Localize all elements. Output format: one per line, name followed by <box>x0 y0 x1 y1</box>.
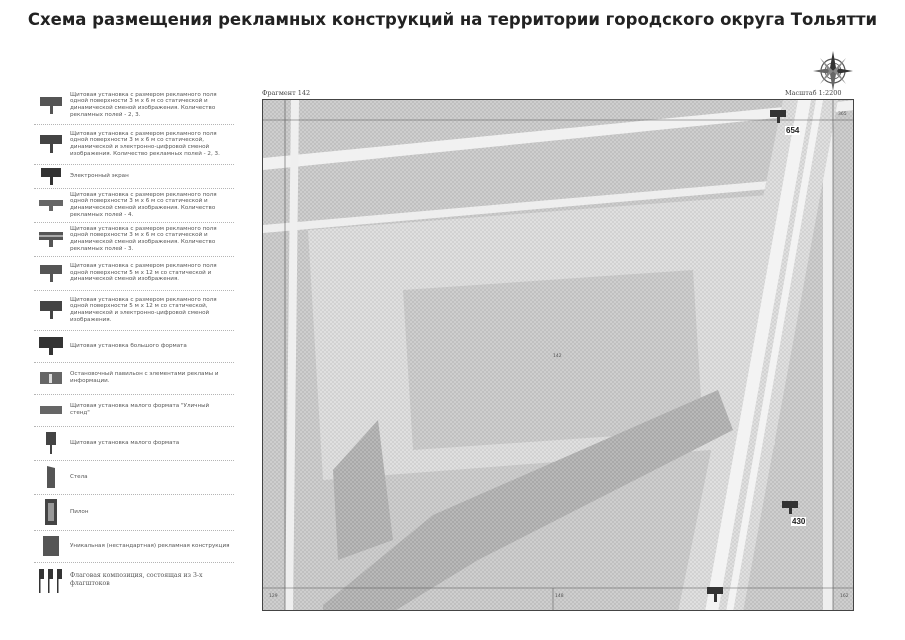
legend-item-billboard-double-digital <box>34 124 234 165</box>
flag-composition-icon <box>34 564 68 596</box>
stele-icon <box>34 461 68 493</box>
board-label-654[interactable]: 654 <box>786 126 800 135</box>
legend-item-small-format <box>34 426 234 461</box>
grid-number-bottom-mid: 148 <box>555 594 564 599</box>
billboard-quad-icon <box>34 189 68 221</box>
legend-item-billboard-quad <box>34 188 234 223</box>
legend-text: Щитовая установка малого формата "Уличный стенд" <box>70 403 210 416</box>
legend-text: Щитовая установка большого формата <box>70 342 187 349</box>
legend-text: Пилон <box>70 508 89 515</box>
billboard-large-digital-icon <box>34 294 68 326</box>
legend-item-billboard-triple <box>34 222 234 257</box>
grid-number-bottom-right: 162 <box>840 594 849 599</box>
legend-item-street-stand <box>34 394 234 427</box>
bus-stop-pavilion-icon <box>34 362 68 394</box>
legend-text: Щитовая установка с размером рекламного поля одной поверхности 3 м х 6 м со статической и динамической сменой изображения. Количество рекламных полей - 4. <box>70 191 217 218</box>
pylon-icon <box>34 496 68 528</box>
map-center-number: 142 <box>553 354 562 359</box>
board-label-430[interactable]: 430 <box>792 517 806 526</box>
small-format-board-icon <box>34 427 68 459</box>
legend-text: Уникальная (нестандартная) рекламная конструкция <box>70 542 230 549</box>
grid-number-top-right: 365 <box>838 112 847 117</box>
legend-item-flags <box>34 562 234 598</box>
legend-item-large-format <box>34 330 234 363</box>
legend-item-billboard-double <box>34 86 234 125</box>
legend-item-billboard-large <box>34 256 234 291</box>
legend-text: Щитовая установка с размером рекламного поля одной поверхности 3 м х 6 м со статической и динамической сменой изображения. Количество рекламных полей - 3. <box>70 225 217 252</box>
legend-text: Остановочный павильон с элементами рекламы и информации. <box>70 371 219 384</box>
map-view[interactable] <box>262 99 854 611</box>
fragment-label: Фрагмент 142 <box>262 89 311 97</box>
legend-text: Электронный экран <box>70 172 129 179</box>
street-stand-icon <box>34 394 68 426</box>
unique-structure-icon <box>34 530 68 562</box>
legend-item-unique <box>34 530 234 563</box>
legend-item-bus-stop <box>34 362 234 395</box>
legend-item-billboard-large-digital <box>34 290 234 331</box>
page-title: Схема размещения рекламных конструкций на территории городского округа Тольятти <box>27 10 878 29</box>
grid-number-bottom-left: 129 <box>269 594 278 599</box>
legend-text: Щитовая установка с размером рекламного поля одной поверхности 3 м х 6 м со статической и динамической сменой изображения. Количество рекламных полей - 2, 3. <box>70 91 217 118</box>
legend-text: Щитовая установка с размером рекламного поля одной поверхности 5 м х 12 м со статической, динамической и электронно-цифровой сменой изображения. <box>70 296 217 323</box>
road-right-edge <box>823 100 833 611</box>
legend-text: Щитовая установка с размером рекламного поля одной поверхности 3 м х 6 м со статической, динамической и электронно-цифровой сменой изображения. Количество рекламных полей - 2, 3. <box>70 130 220 157</box>
legend-text: Стела <box>70 473 88 480</box>
legend-text: Щитовая установка с размером рекламного поля одной поверхности 5 м х 12 м со статической и динамической сменой изображения. <box>70 263 217 283</box>
legend-item-pylon <box>34 494 234 531</box>
legend-item-stele <box>34 460 234 495</box>
billboard-triple-icon <box>34 223 68 255</box>
legend-text: Щитовая установка малого формата <box>70 439 180 446</box>
scale-label: Масштаб 1:2200 <box>785 89 842 97</box>
billboard-double-icon <box>34 89 68 121</box>
compass-rose-icon <box>812 50 854 92</box>
billboard-large-icon <box>34 257 68 289</box>
large-format-board-icon <box>34 330 68 362</box>
billboard-double-digital-icon <box>34 128 68 160</box>
legend-text: Флаговая композиция, состоящая из 3-х флагштоков <box>70 572 203 587</box>
legend-item-electronic-screen <box>34 164 234 189</box>
